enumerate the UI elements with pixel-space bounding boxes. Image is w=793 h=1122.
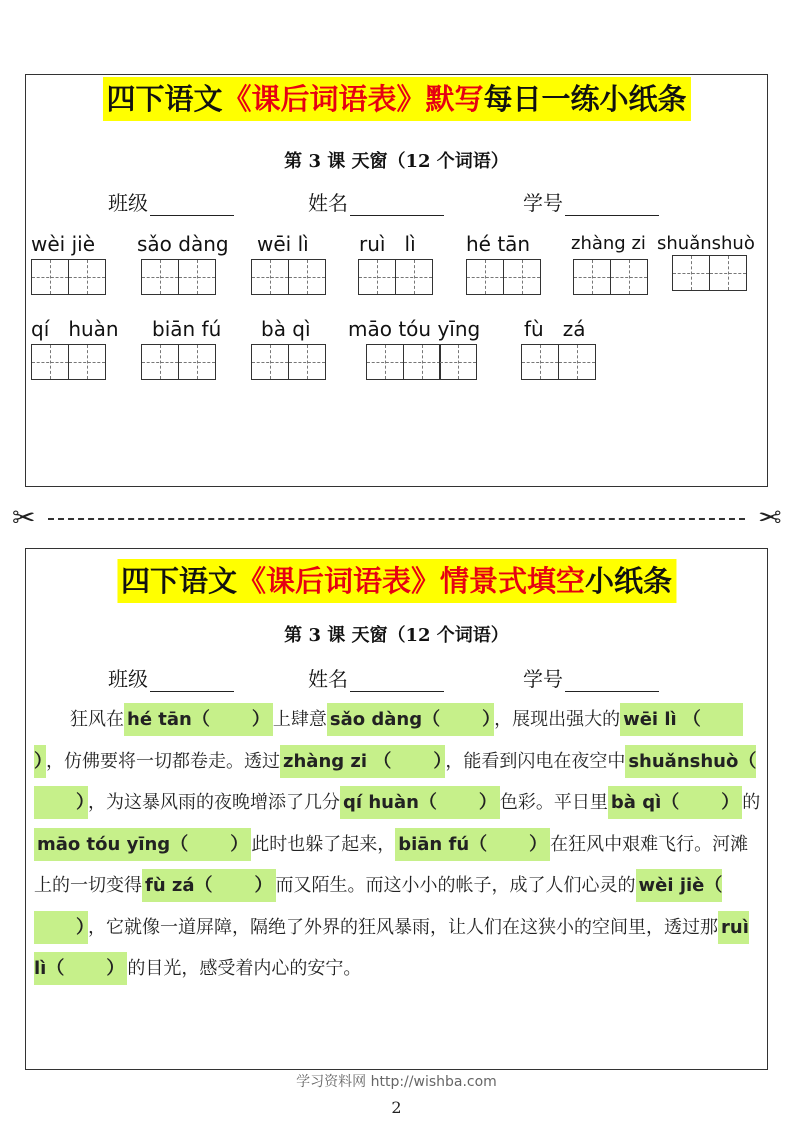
blank-close-paren: ） bbox=[230, 833, 249, 855]
title-red-part: 《课后词语表》情景式填空 bbox=[236, 564, 586, 598]
word-pinyin: wèi jiè bbox=[31, 232, 95, 256]
class-field[interactable] bbox=[108, 663, 234, 692]
blank-close-paren: ） bbox=[76, 792, 85, 813]
blank-pinyin: fù zá（ bbox=[145, 875, 213, 896]
scissors-icon: ✂ bbox=[757, 501, 781, 534]
dashed-divider bbox=[48, 518, 745, 520]
fill-in-blank[interactable] bbox=[280, 745, 445, 778]
fill-in-blank[interactable] bbox=[608, 786, 742, 819]
passage-text: 上肆意 bbox=[272, 709, 327, 730]
blank-pinyin: （ bbox=[682, 709, 701, 730]
student-info-row bbox=[26, 187, 767, 215]
tianzige-boxes[interactable] bbox=[251, 259, 324, 295]
tianzige-boxes[interactable] bbox=[521, 344, 594, 380]
word-item bbox=[137, 232, 229, 295]
tianzige-boxes[interactable] bbox=[251, 344, 324, 380]
blank-close-paren: ） bbox=[433, 750, 443, 772]
class-label: 班级 bbox=[108, 667, 148, 691]
fill-in-blank[interactable] bbox=[124, 703, 273, 736]
passage-text: 的 bbox=[742, 792, 761, 813]
word-pinyin: fù zá bbox=[524, 317, 586, 341]
id-field[interactable] bbox=[523, 187, 659, 216]
student-info-row bbox=[26, 663, 767, 691]
blank-pinyin: wèi jiè（ bbox=[638, 875, 723, 896]
blank-pinyin: bà qì（ bbox=[610, 792, 680, 813]
title-part: 每日一练小纸条 bbox=[483, 82, 687, 116]
blank-pinyin: sǎo dàng（ bbox=[329, 709, 441, 730]
fill-in-blank[interactable] bbox=[395, 828, 550, 861]
tianzige-boxes[interactable] bbox=[573, 259, 646, 295]
word-item bbox=[466, 232, 539, 295]
dictation-card bbox=[25, 74, 768, 487]
blank-pinyin: zhàng zi （ bbox=[283, 750, 392, 772]
passage-text: 狂风在 bbox=[34, 709, 124, 730]
passage-text: ，为这暴风雨的夜晚增添了几分 bbox=[88, 792, 340, 813]
id-field[interactable] bbox=[523, 663, 659, 692]
title-part: 小纸条 bbox=[585, 564, 673, 598]
class-field[interactable] bbox=[108, 187, 234, 216]
passage-text: 此时也躲了起来， bbox=[251, 833, 396, 855]
passage-text: 在狂风中艰难飞行。河滩上的一切变得 bbox=[34, 833, 749, 896]
word-item bbox=[31, 317, 119, 380]
word-pinyin: bà qì bbox=[261, 317, 311, 341]
blank-close-paren: ） bbox=[254, 875, 273, 896]
word-item bbox=[257, 232, 324, 295]
tianzige-boxes[interactable] bbox=[31, 344, 119, 380]
word-item bbox=[524, 317, 594, 380]
word-pinyin: zhàng zi bbox=[571, 233, 646, 254]
word-pinyin: māo tóu yīng bbox=[348, 317, 481, 341]
name-blank[interactable] bbox=[350, 671, 444, 692]
blank-close-paren: ） bbox=[76, 916, 85, 938]
tianzige-boxes[interactable] bbox=[141, 344, 221, 380]
blank-close-paren: ） bbox=[482, 709, 492, 730]
word-pinyin: hé tān bbox=[466, 232, 531, 256]
tianzige-boxes[interactable] bbox=[31, 259, 104, 295]
word-item bbox=[657, 232, 755, 291]
scissors-icon: ✂ bbox=[12, 501, 36, 534]
tianzige-boxes[interactable] bbox=[366, 344, 480, 380]
blank-close-paren: ） bbox=[251, 709, 270, 730]
name-field[interactable] bbox=[308, 663, 444, 692]
name-blank[interactable] bbox=[350, 195, 444, 216]
class-blank[interactable] bbox=[150, 671, 234, 692]
footer-site: 学习资料网 http://wishba.com bbox=[296, 1074, 497, 1090]
name-label: 姓名 bbox=[308, 667, 348, 691]
blank-close-paren: ） bbox=[529, 833, 548, 855]
fill-in-blank[interactable] bbox=[327, 703, 494, 736]
fill-in-card bbox=[25, 548, 768, 1070]
passage-text: ，它就像一道屏障，隔绝了外界的狂风暴雨，让人们在这狭小的空间里，透过那 bbox=[88, 916, 718, 938]
cut-line bbox=[12, 503, 781, 533]
fill-in-blank[interactable] bbox=[620, 703, 680, 736]
blank-pinyin: qí huàn（ bbox=[343, 792, 437, 813]
word-pinyin: qí huàn bbox=[31, 317, 119, 341]
passage-text: 色彩。平日里 bbox=[499, 792, 608, 813]
blank-pinyin: hé tān（ bbox=[127, 709, 210, 730]
fill-in-blank[interactable] bbox=[34, 828, 251, 861]
card-title bbox=[102, 77, 690, 121]
passage-text: 而又陌生。而这小小的帐子，成了人们心灵的 bbox=[275, 875, 636, 896]
name-label: 姓名 bbox=[308, 191, 348, 215]
class-label: 班级 bbox=[108, 191, 148, 215]
word-item bbox=[359, 232, 431, 295]
word-item bbox=[261, 317, 324, 380]
word-item bbox=[571, 232, 646, 295]
word-item bbox=[348, 317, 480, 380]
tianzige-boxes[interactable] bbox=[466, 259, 539, 295]
fill-in-blank[interactable] bbox=[340, 786, 500, 819]
tianzige-boxes[interactable] bbox=[358, 259, 431, 295]
passage-text: ，能看到闪电在夜空中 bbox=[445, 750, 626, 772]
card-title bbox=[117, 559, 676, 603]
word-pinyin: biān fú bbox=[152, 317, 222, 341]
blank-close-paren: ） bbox=[478, 792, 497, 813]
word-item bbox=[152, 317, 221, 380]
word-item bbox=[31, 232, 104, 295]
title-part: 四下语文 bbox=[106, 82, 223, 116]
blank-pinyin: ruì lì（ bbox=[34, 916, 749, 979]
word-pinyin: wēi lì bbox=[257, 232, 309, 256]
lesson-subtitle: 第 3 课 天窗（12 个词语） bbox=[284, 151, 509, 172]
blank-close-paren: ） bbox=[34, 750, 43, 772]
id-label: 学号 bbox=[523, 667, 563, 691]
fill-in-blank[interactable] bbox=[142, 869, 276, 902]
page-number: 2 bbox=[391, 1098, 402, 1117]
passage bbox=[34, 699, 761, 990]
word-pinyin: shuǎnshuò bbox=[657, 233, 755, 254]
class-blank[interactable] bbox=[150, 195, 234, 216]
name-field[interactable] bbox=[308, 187, 444, 216]
blank-pinyin: māo tóu yīng（ bbox=[37, 833, 189, 855]
passage-text: ，展现出强大的 bbox=[494, 709, 621, 730]
tianzige-boxes[interactable] bbox=[672, 255, 755, 291]
blank-pinyin: wēi lì bbox=[623, 709, 677, 730]
blank-pinyin: shuǎnshuò（ bbox=[628, 750, 757, 772]
blank-pinyin: biān fú（ bbox=[398, 833, 488, 855]
tianzige-boxes[interactable] bbox=[141, 259, 229, 295]
id-label: 学号 bbox=[523, 191, 563, 215]
title-part: 四下语文 bbox=[120, 564, 237, 598]
id-blank[interactable] bbox=[565, 671, 659, 692]
word-pinyin: sǎo dàng bbox=[137, 232, 229, 256]
lesson-subtitle: 第 3 课 天窗（12 个词语） bbox=[284, 625, 509, 646]
word-pinyin: ruì lì bbox=[359, 232, 416, 256]
passage-text: ，仿佛要将一切都卷走。透过 bbox=[46, 750, 280, 772]
blank-close-paren: ） bbox=[106, 958, 125, 979]
title-red-part: 《课后词语表》默写 bbox=[222, 82, 484, 116]
blank-close-paren: ） bbox=[721, 792, 740, 813]
id-blank[interactable] bbox=[565, 195, 659, 216]
passage-text: 的目光，感受着内心的安宁。 bbox=[127, 958, 362, 979]
